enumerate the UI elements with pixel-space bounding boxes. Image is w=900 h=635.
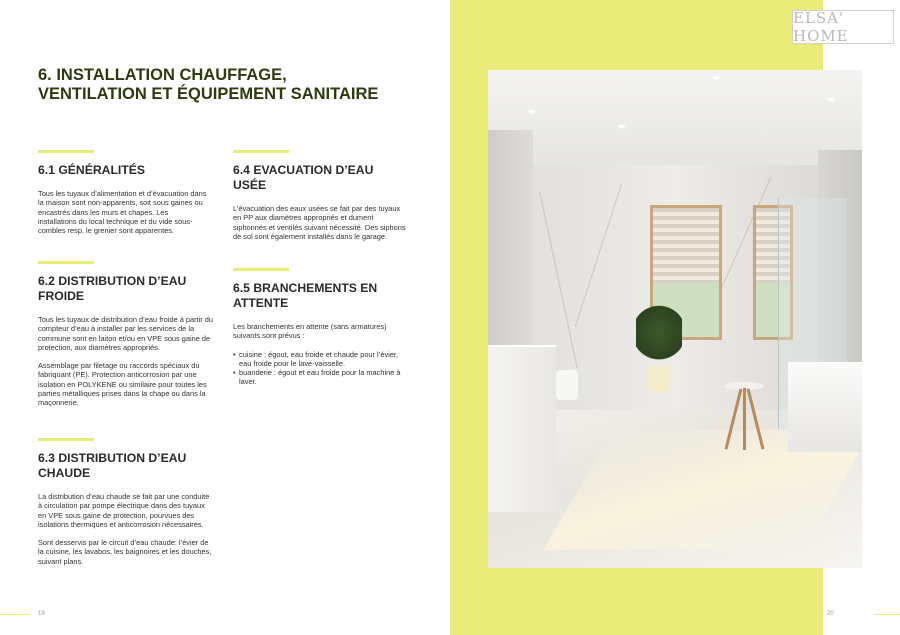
section-paragraph: Tous les tuyaux d’alimentation et d’évacuation dans la maison sont non-apparents, soit sous gaines ou encastrés dans les murs et chapes. Les installations du local technique et du vide sous-combles resp. le grenier sont apparentes.	[38, 189, 207, 236]
window-blind	[653, 208, 719, 283]
page-rule-left	[0, 614, 30, 615]
ceiling-light-icon	[618, 125, 625, 128]
ceiling-light-icon	[528, 110, 535, 113]
photo-bathtub	[788, 362, 862, 452]
section-6-2	[38, 261, 213, 417]
marble-bathroom-photo	[488, 70, 862, 568]
section-6-5	[233, 268, 411, 387]
section-accent-bar	[233, 268, 289, 271]
section-6-3	[38, 438, 213, 575]
page-rule-right	[874, 614, 900, 615]
section-accent-bar	[233, 150, 289, 153]
section-paragraph: Assemblage par filetage ou raccords spéciaux du fabriquant (PE). Protection anticorrosion par une isolation en POLYKENE ou similaire pour toutes les parties métalliques prises dans la chape ou dans la maçonnerie.	[38, 361, 207, 408]
right-page	[450, 0, 900, 635]
list-item: • cuisine : égout, eau froide et chaude pour l’évier, eau froide pour le lave-vaisselle.	[233, 350, 411, 369]
section-paragraph: Tous les tuyaux de distribution d’eau froide à partir du compteur d’eau à installer par les services de la commune sont en laiton et/ou en VPE sous gaine de protection, aux diamètres appropriés.	[38, 315, 214, 352]
section-6-4	[233, 150, 408, 250]
section-paragraph: Sont desservis par le circuit d’eau chaude: l’évier de la cuisine, les lavabos, les baignoires et les douches, suivant plans.	[38, 538, 212, 566]
chapter-title: 6. INSTALLATION CHAUFFAGE, VENTILATION ET ÉQUIPEMENT SANITAIRE	[38, 66, 379, 103]
connections-list	[233, 350, 411, 387]
section-heading: 6.1 GÉNÉRALITÉS	[38, 163, 146, 177]
section-accent-bar	[38, 261, 94, 264]
section-accent-bar	[38, 438, 94, 441]
section-heading: 6.5 BRANCHEMENTS EN ATTENTE	[233, 281, 378, 310]
section-paragraph: Les branchements en attente (sans armatures) suivants sont prévus :	[233, 322, 387, 341]
ceiling-light-icon	[828, 98, 835, 101]
plant-pot	[648, 366, 670, 392]
section-accent-bar	[38, 150, 94, 153]
page-number-left: 19	[38, 611, 45, 617]
plant-icon	[636, 302, 682, 370]
section-heading: 6.3 DISTRIBUTION D’EAU CHAUDE	[38, 451, 187, 480]
section-6-1	[38, 150, 208, 244]
stool-leg	[743, 388, 746, 450]
photo-vanity	[488, 345, 556, 512]
section-heading: 6.4 EVACUATION D’EAU USÉE	[233, 163, 374, 192]
page-number-right: 20	[827, 611, 834, 617]
photo-toilet	[556, 370, 578, 400]
section-heading: 6.2 DISTRIBUTION D’EAU FROIDE	[38, 274, 187, 303]
section-paragraph: La distribution d’eau chaude se fait par une conduite à circulation par pompe électrique dans des tuyaux en VPE sous gaine de protection, pourvues des isolations thermiques et anticorrosion nécessaires.	[38, 492, 210, 529]
section-paragraph: L’évacuation des eaux usées se fait par des tuyaux en PP aux diamètres appropriés et dument siphonnés et ventilés suivant nécessité. Des siphons de sol sont également installés dans le garage.	[233, 204, 406, 241]
photo-ceiling	[488, 70, 862, 165]
list-item: • buanderie : égout et eau froide pour la machine à laver.	[233, 368, 411, 387]
ceiling-light-icon	[713, 76, 720, 79]
elsa-home-logo: ELSA' HOME	[792, 10, 894, 44]
